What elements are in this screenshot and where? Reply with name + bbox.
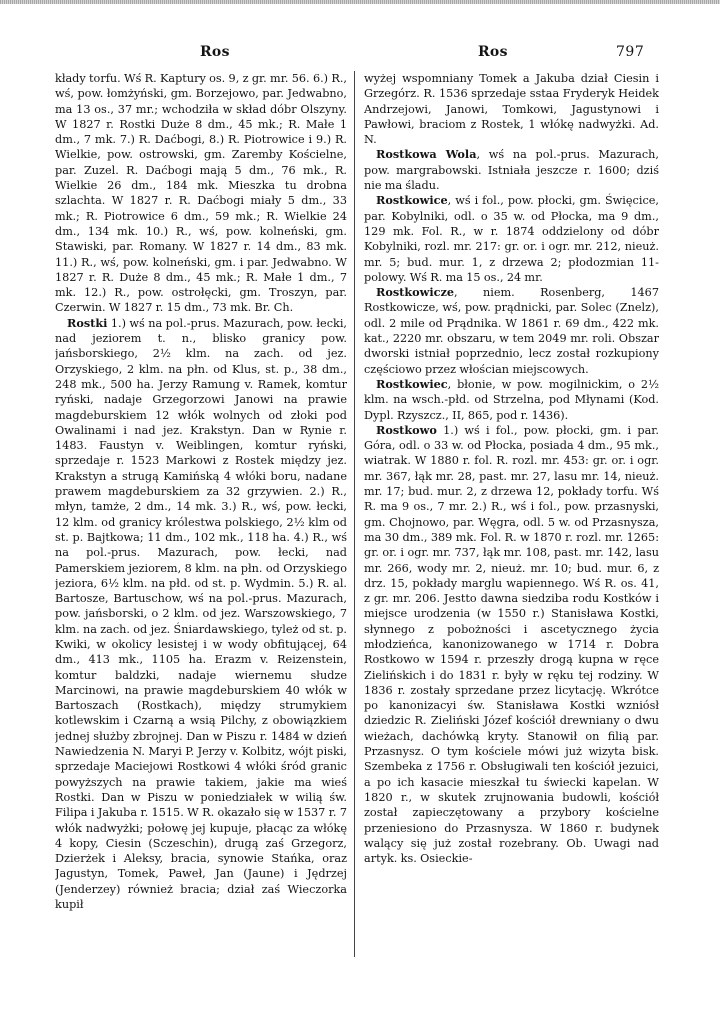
entry-rostkowiec xyxy=(364,377,659,423)
page-edge-artifact xyxy=(0,0,720,4)
entry-headword: Rostkowo xyxy=(376,422,437,437)
entry-rostkowice xyxy=(364,193,659,285)
entry-text: wyżej wspomniany Tomek a Jakuba dział Ciesin i Grzegórz. R. 1536 sprzedaje sstaa Fryderyk Heidek Andrzejowi, Janowi, Tomkowi, Jagustynowi i Pawłowi, braciom z Rostek, 1 włókę nadwyżki. Ad. N. xyxy=(364,72,659,147)
entry-text: kłady torfu. Wś R. Kaptury os. 9, z gr. mr. 56. 6.) R., wś, pow. łomżyński, gm. Borzejowo, par. Jedwabno, ma 13 os., 37 mr.; wchodziła w skład dóbr Olszyny. W 1827 r. Rostki Duże 8 dm., 45 mk.; R. Małe 1 dm., 7 mk. 7.) R. Daćbogi, 8.) R. Piotrowice i 9.) R. Wielkie, pow. ostrowski, gm. Zaremby Kościelne, par. Zuzel. R. Daćbogi mają 5 dm., 76 mk., R. Wielkie 26 dm., 184 mk. Mieszka tu drobna szlachta. W 1827 r. R. Daćbogi miały 5 dm., 33 mk.; R. Piotrowice 6 dm., 59 mk.; R. Wielkie 24 dm., 134 mk. 10.) R., wś, pow. kolneński, gm. Stawiski, par. Romany. W 1827 r. 14 dm., 83 mk. 11.) R., wś, pow. kolneński, gm. i par. Jedwabno. W 1827 r. R. Duże 8 dm., 45 mk.; R. Małe 1 dm., 7 mk. 12.) R., pow. ostrołęcki, gm. Troszyn, par. Czerwin. W 1827 r. 15 dm., 73 mk. Br. Ch. xyxy=(55,72,347,315)
entry-text: , wś i fol., pow. płocki, gm. Święcice, par. Kobylniki, odl. o 35 w. od Płocka, ma 9 dm., 129 mk. Fol. R., w r. 1874 oddzielony od dóbr Kobylniki, rozl. mr. 217: gr. or. i ogr. mr. 212, nieuż. mr. 5; bud. mur. 1, z drzewa 2; płodozmian 11-polowy. Wś R. ma 15 os., 24 mr. xyxy=(364,194,659,284)
entry-headword: Rostkowice xyxy=(376,193,448,208)
running-head-left: Ros xyxy=(200,44,230,60)
entry-text: 1.) wś i fol., pow. płocki, gm. i par. Góra, odl. o 33 w. od Płocka, posiada 4 dm., 95 mk., wiatrak. W 1880 r. fol. R. rozl. mr. 453: gr. or. i ogr. mr. 367, łąk mr. 28, past. mr. 27, lasu mr. 14, nieuż. mr. 17; bud. mur. 2, z drzewa 12, pokłady torfu. Wś R. ma 9 os., 7 mr. 2.) R., wś i fol., pow. przasnyski, gm. Chojnowo, par. Węgra, odl. 5 w. od Przasnysza, ma 30 dm., 389 mk. Fol. R. w 1870 r. rozl. mr. 1265: gr. or. i ogr. mr. 737, łąk mr. 108, past. mr. 142, lasu mr. 266, wody mr. 2, nieuż. mr. 10; bud. mur. 6, z drz. 15, pokłady marglu wapiennego. Wś R. os. 41, z gr. mr. 206. Jestto dawna siedziba rodu Kostków i miejsce urodzenia (w 1550 r.) Stanisława Kostki, słynnego z pobożności i ascetycznego życia młodzieńca, kanonizowanego w 1714 r. Dobra Rostkowo w 1594 r. przeszły drogą kupna w ręce Zielińskich i do 1831 r. były w ręku tej rodziny. W 1836 r. zostały sprzedane przez licytację. Wkrótce po kanonizacyi św. Stanisława Kostki wzniósł dziedzic R. Zieliński Józef kościół drewniany o dwu wieżach, dachówką kryty. Stanowił on filią par. Przasnysz. O tym kościele mówi już wizyta bisk. Szembeka z 1756 r. Obsługiwali ten kościół jezuici, a po ich kasacie mieszkał tu świecki kapelan. W 1820 r., w skutek zrujnowania budowli, kościół został zapieczętowany a przybory kościelne przeniesiono do Przasnysza. W 1860 r. budynek walący się już został rozebrany. Ob. Uwagi nad artyk. ks. Osieckie- xyxy=(364,423,659,866)
text-column-right xyxy=(364,71,659,961)
entry-text: , wś na pol.-prus. Mazurach, pow. margrabowski. Istniała jeszcze r. 1600; dziś nie ma śladu. xyxy=(364,148,659,193)
running-head-right: Ros xyxy=(478,44,508,60)
entry-text: 1.) wś na pol.-prus. Mazurach, pow. łecki, nad jeziorem t. n., blisko granicy pow. jańsborskiego, 2½ klm. na zach. od jez. Orzyskiego, 2 klm. na płn. od Klus, st. p., 38 dm., 248 mk., 500 ha. Jerzy Ramung v. Ramek, komtur ryński, nadaje Grzegorzowi Janowi na prawie magdeburskiem 12 włók wolnych od złoki pod Owalinami i nad jez. Krakstyn. Dan w Rynie r. 1483. Faustyn v. Weiblingen, komtur ryński, sprzedaje r. 1523 Markowi z Rostek między jez. Krakstyn a strugą Kamińską 4 włóki boru, nadane prawem magdeburskiem za 32 grzywien. 2.) R., młyn, tamże, 2 dm., 14 mk. 3.) R., wś, pow. łecki, 12 klm. od granicy królestwa polskiego, 2½ klm od st. p. Bajtkowa; 11 dm., 102 mk., 118 ha. 4.) R., wś na pol.-prus. Mazurach, pow. łecki, nad Pamerskiem jeziorem, 8 klm. na płn. od Orzyskiego jeziora, 6½ klm. na płd. od st. p. Wydmin. 5.) R. al. Bartosze, Bartuschow, wś na pol.-prus. Mazurach, pow. jańsborski, o 2 klm. od jez. Warszowskiego, 7 klm. na zach. od jez. Śniardawskiego, tyleż od st. p. Kwiki, w okolicy lesistej i w wody obfitującej, 64 dm., 413 mk., 1105 ha. Erazm v. Reizenstein, komtur baldzki, nadaje wiernemu słudze Marcinowi, na prawie magdeburskiem 40 włók w Bartoszach (Rostkach), między strumykiem kotlewskim i Czarną a wsią Pilchy, z obowiązkiem jednej służby zbrojnej. Dan w Piszu r. 1484 w dzień Nawiedzenia N. Maryi P. Jerzy v. Kolbitz, wójt piski, sprzedaje Maciejowi Rostkowi 4 włóki śród granic powyższych na prawie takiem, jakie ma wieś Rostki. Dan w Piszu w poniedziałek w wilią św. Filipa i Jakuba r. 1515. W R. okazało się w 1537 r. 7 włók nadwyżki; połowę jej kupuje, płacąc za włókę 4 kopy, Ciesin (Sczeschin), drugą zaś Grzegorz, Dzierżek i Aleksy, bracia, synowie Stańka, oraz Jagustyn, Tomek, Paweł, Jan (Jaune) i Jędrzej (Jenderzey) również bracia; dział zaś Wieczorka kupił xyxy=(55,316,347,912)
entry-rostkowo xyxy=(364,423,659,867)
entry-rostkowa-wola xyxy=(364,147,659,193)
entry-rostkowicze xyxy=(364,285,659,377)
entry-continuation xyxy=(364,71,659,147)
entry-text: , błonie, w pow. mogilnickim, o 2½ klm. na wsch.-płd. od Strzelna, pod Młynami (Kod. Dypl. Rzyszcz., II, 865, pod r. 1436). xyxy=(364,377,659,422)
text-column-left xyxy=(55,71,347,961)
entry-rostki xyxy=(55,316,347,913)
entry-headword: Rostkowicze xyxy=(376,285,455,300)
entry-headword: Rostkowiec xyxy=(376,376,448,391)
column-divider xyxy=(354,71,355,957)
entry-continuation xyxy=(55,71,347,316)
entry-headword: Rostki xyxy=(67,315,108,330)
page-number: 797 xyxy=(616,44,645,60)
entry-headword: Rostkowa Wola xyxy=(376,147,477,162)
entry-text: , niem. Rosenberg, 1467 Rostkowicze, wś, pow. prądnicki, par. Solec (Znelz), odl. 2 mile od Prądnika. W 1861 r. 69 dm., 422 mk. kat., 2220 mr. obszaru, w tem 2049 mr. roli. Obszar dworski istniał poprzednio, lecz został rozkupiony częściowo przez włościan miejscowych. xyxy=(364,286,659,376)
